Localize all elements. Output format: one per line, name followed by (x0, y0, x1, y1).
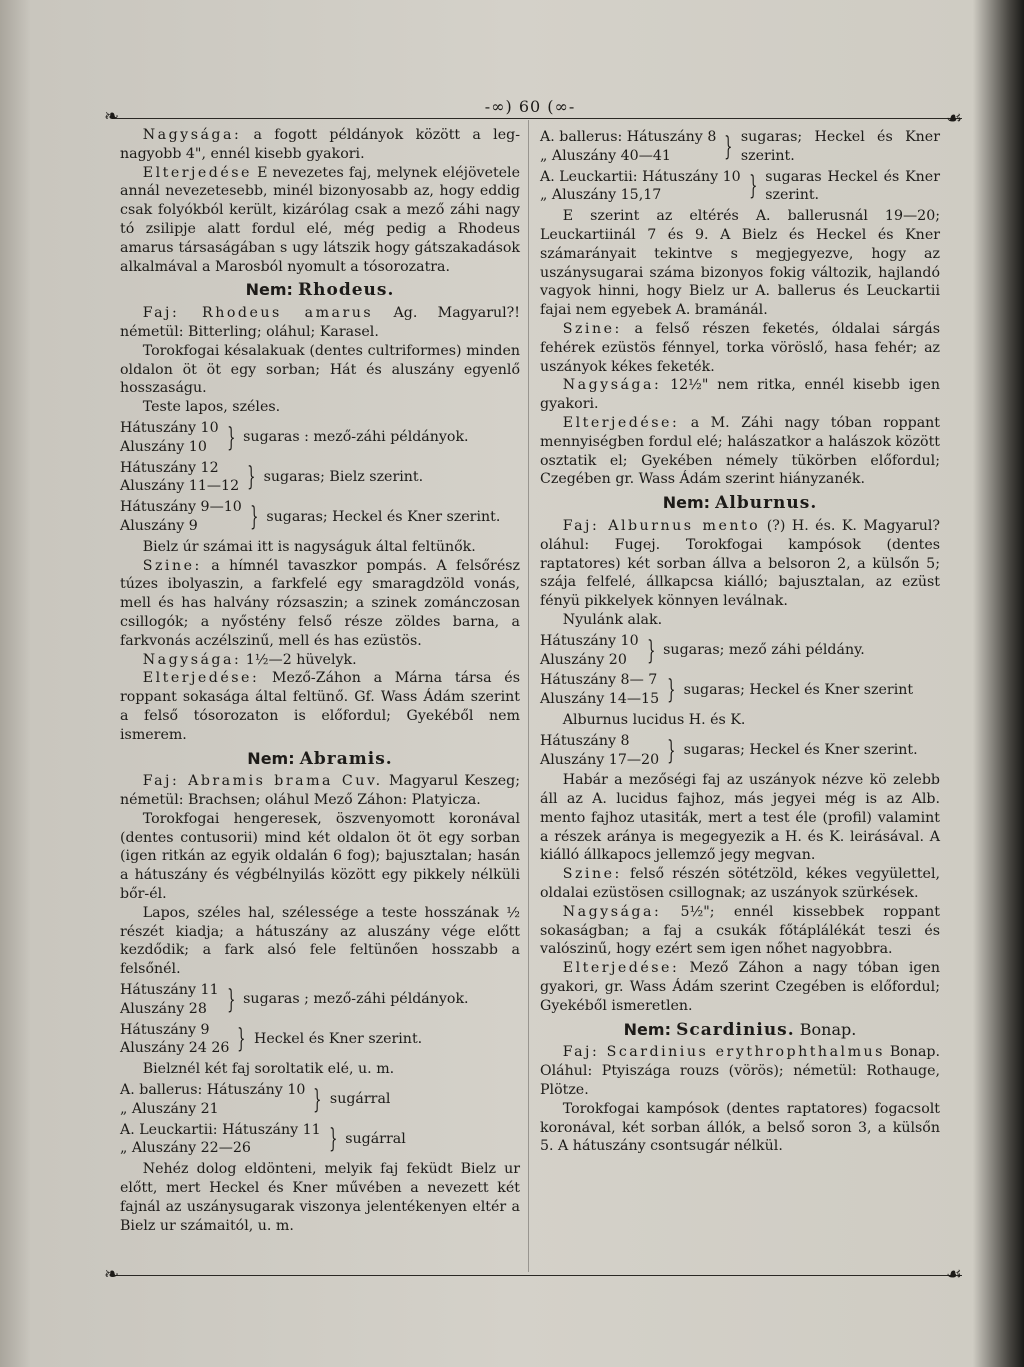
paragraph: Teste lapos, széles. (142, 399, 281, 416)
paragraph: Alburnus lucidus H. és K. (562, 711, 746, 728)
paragraph: Szine: a hímnél tavaszkor pompás. A felsőrész túzes ibolyaszin, a farkfelé egy smaragdzöld vonás, mell és has halvány rózsaszin; a szinek zománczosan csillogók; a nyőstény felső része zöldes barna, a farkvonás aczélszinű, mell és has ezüstös. (120, 557, 520, 649)
paragraph: Faj: Rhodeus amarus Ag. Magyarul?! németül: Bitterling; oláhul; Karasel. (120, 305, 520, 340)
section-heading: Nem: Alburnus. (662, 493, 818, 514)
paragraph: Faj: Scardinius erythrophthalmus Bonap. Oláhul: Ptyiszága rouzs (vörös); németül: Rothauge, Plötze. (540, 1044, 940, 1099)
page-number: -∞) 60 (∞- (484, 97, 576, 116)
fin-ray-count: Hátuszány 10 Aluszány 20 } sugaras; mező záhi példány. (540, 632, 865, 668)
fin-ray-count: Hátuszány 9—10 Aluszány 9 } sugaras; Heckel és Kner szerint. (120, 499, 501, 534)
paragraph: Faj: Alburnus mento (?) H. és. K. Magyarul? oláhul: Fugej. Torokfogai kampósok (dentes raptatores) két sorban állva a belsoron 2, a külsőn 5; szája felfelé, állkapcsa kiálló; bajusztalan, az ezüst fényü pikkelyek könnyen leválnak. (540, 517, 940, 610)
paragraph: Nagysága: a fogott példányok között a leg-nagyobb 4", ennél kisebb gyakori. (120, 127, 520, 162)
fin-ray-count: A. ballerus: Hátuszány 10 „ Aluszány 21 } sugárral (120, 1082, 391, 1117)
corner-ornament-bl: ❧ (104, 1264, 120, 1285)
fin-ray-count: Hátuszány 12 Aluszány 11—12 } sugaras; Bielz szerint. (120, 459, 424, 495)
paragraph: Nyulánk alak. (562, 611, 663, 628)
section-heading: Nem: Rhodeus. (245, 280, 395, 301)
paragraph: Torokfogai késalakuak (dentes cultriformes) minden oldalon öt öt egy sorban; Hát és aluszány egyenlő hosszaságu. (120, 342, 520, 397)
paragraph: Szine: felső részén sötétzöld, kékes vegyülettel, oldalai ezüstösen csillognak; az uszányok szürkések. (540, 866, 940, 902)
paragraph: Nagysága: 1½—2 hüvelyk. (142, 651, 357, 668)
paragraph: Elterjedése: Mező Záhon a nagy tóban igen gyakori, gr. Wass Ádám szerint Czegében is előfordul; Gyekéből ismeretlen. (540, 960, 940, 1014)
top-rule (112, 118, 962, 119)
paragraph: E szerint az eltérés A. ballerusnál 19—20; Leuckartiinál 7 és 9. A Bielz és Heckel és Kner számarányait tekintve s megjegyezve, hogy az uszánysugarai száma bizonyos fokig változik, hajlandó vagyok hinni, hogy Bielz ur A. ballerus és Leuckartii fajai nem egyebek A. bramánál. (540, 208, 940, 319)
paragraph: Szine: a felső részen feketés, óldalai sárgás fehérek ezüstös fénnyel, torka vöröslő, hasa fehér; az uszányok kékes feketék. (540, 320, 940, 375)
fin-ray-count: Hátuszány 8 Aluszány 17—20 } sugaras; Heckel és Kner szerint. (540, 732, 918, 768)
paragraph: Nagysága: 12½" nem ritka, ennél kisebb igen gyakori. (540, 377, 940, 413)
fin-ray-count: Hátuszány 8— 7 Aluszány 14—15 } sugaras; Heckel és Kner szerint (540, 672, 914, 708)
bottom-rule (112, 1275, 962, 1276)
paragraph: Nagysága: 5½"; ennél kissebbek roppant sokaságban; a faj a csukák főtáplálékát teszi és valószinű, hogy ezért sem igen nőhet nagyobbra. (540, 903, 940, 958)
left-column (120, 126, 520, 1235)
column-divider (528, 120, 529, 1272)
paragraph: Habár a mezőségi faj az uszányok nézve kö zelebb áll az A. lucidus fajhoz, más jegyei még is az Alb. mento fajhoz utasiták, mert a test éle (profil) valamint a részek aránya is megegyezik a H. és K. leirásával. A kiálló állkapocs jellemző jegy megvan. (540, 772, 940, 864)
fin-ray-count: A. Leuckartii: Hátuszány 11 „ Aluszány 22—26 } sugárral (120, 1121, 406, 1157)
paragraph: Lapos, széles hal, szélessége a teste hosszának ½ részét kiadja; a hátuszány az aluszány vége előtt kezdődik; a fark alsó fele feltünően hosszabb a felsőnél. (120, 904, 520, 978)
paragraph: Torokfogai hengeresek, öszvenyomott koronával (dentes contusorii) mind két oldalon öt öt egy sorban (igen ritkán az egyik oldalán 6 fog); bajusztalan; hasán a hátuszány és végbélnyilás között egy pikkely nélküli bőr-él. (120, 810, 520, 903)
paragraph: Elterjedése: Mező-Záhon a Márna társa és roppant sokasága által feltünő. Gf. Wass Ádám szerint a felső tósorozaton is előfordul; Gyekéből nem ismerem. (120, 670, 520, 743)
paragraph: Elterjedése: a M. Záhi nagy tóban roppant mennyiségben fordul elé; halászatkor a halászok között osztatik el; Gyekében némely tükörben előfordul; Czegében gr. Wass Ádám szerint hiányzanék. (540, 414, 940, 488)
paragraph: Faj: Abramis brama Cuv. Magyarul Keszeg; németül: Brachsen; oláhul Mező Záhon: Platyicza. (120, 773, 520, 809)
fin-ray-count: Hátuszány 10 Aluszány 10 } sugaras : mező-záhi példányok. (120, 419, 469, 455)
paragraph: Elterjedése E nevezetes faj, melynek eléjövetele annál nevezetesebb, minél bizonyosabb az, hogy eddig csak folyókból került, kizárólag csak a mező záhi nagy tó zsilipje alatt fordul elé, még pedig a Rhodeus amarus társaságában s ugy látszik hogy gátszakadások alkalmával a Marosból nyomult a tósorozatra. (120, 164, 520, 275)
fin-ray-count: Hátuszány 11 Aluszány 28 } sugaras ; mező-záhi példányok. (120, 982, 469, 1017)
corner-ornament-br: ☙ (946, 1264, 963, 1285)
fin-ray-count: A. ballerus: Hátuszány 8 „ Aluszány 40—41 } sugaras; Heckel és Kner szerint. (540, 129, 940, 164)
corner-ornament-tl: ❧ (104, 106, 120, 127)
paragraph: Bielz úr számai itt is nagyságuk által feltünők. (142, 538, 476, 555)
fin-ray-count: A. Leuckartii: Hátuszány 10 „ Aluszány 15,17 } sugaras Heckel és Kner szerint. (540, 168, 940, 204)
corner-ornament-tr: ☙ (946, 108, 963, 129)
section-heading: Nem: Scardinius. Bonap. (623, 1019, 857, 1040)
paragraph: Bielznél két faj soroltatik elé, u. m. (142, 1061, 395, 1078)
paragraph: Torokfogai kampósok (dentes raptatores) fogacsolt koronával, két sorban állók, a belső soron 3, a külsőn 5. A hátuszány csontsugár nélkül. (540, 1100, 940, 1155)
right-column (540, 126, 940, 1156)
paragraph: Nehéz dolog eldönteni, melyik faj feküdt Bielz ur előtt, mert Heckel és Kner művében a nevezett két fajnál az uszánysugarak viszonya jelentékenyen eltér a Bielz ur számaitól, u. m. (120, 1161, 520, 1234)
section-heading: Nem: Abramis. (247, 748, 393, 769)
fin-ray-count: Hátuszány 9 Aluszány 24 26 } Heckel és Kner szerint. (120, 1021, 423, 1057)
